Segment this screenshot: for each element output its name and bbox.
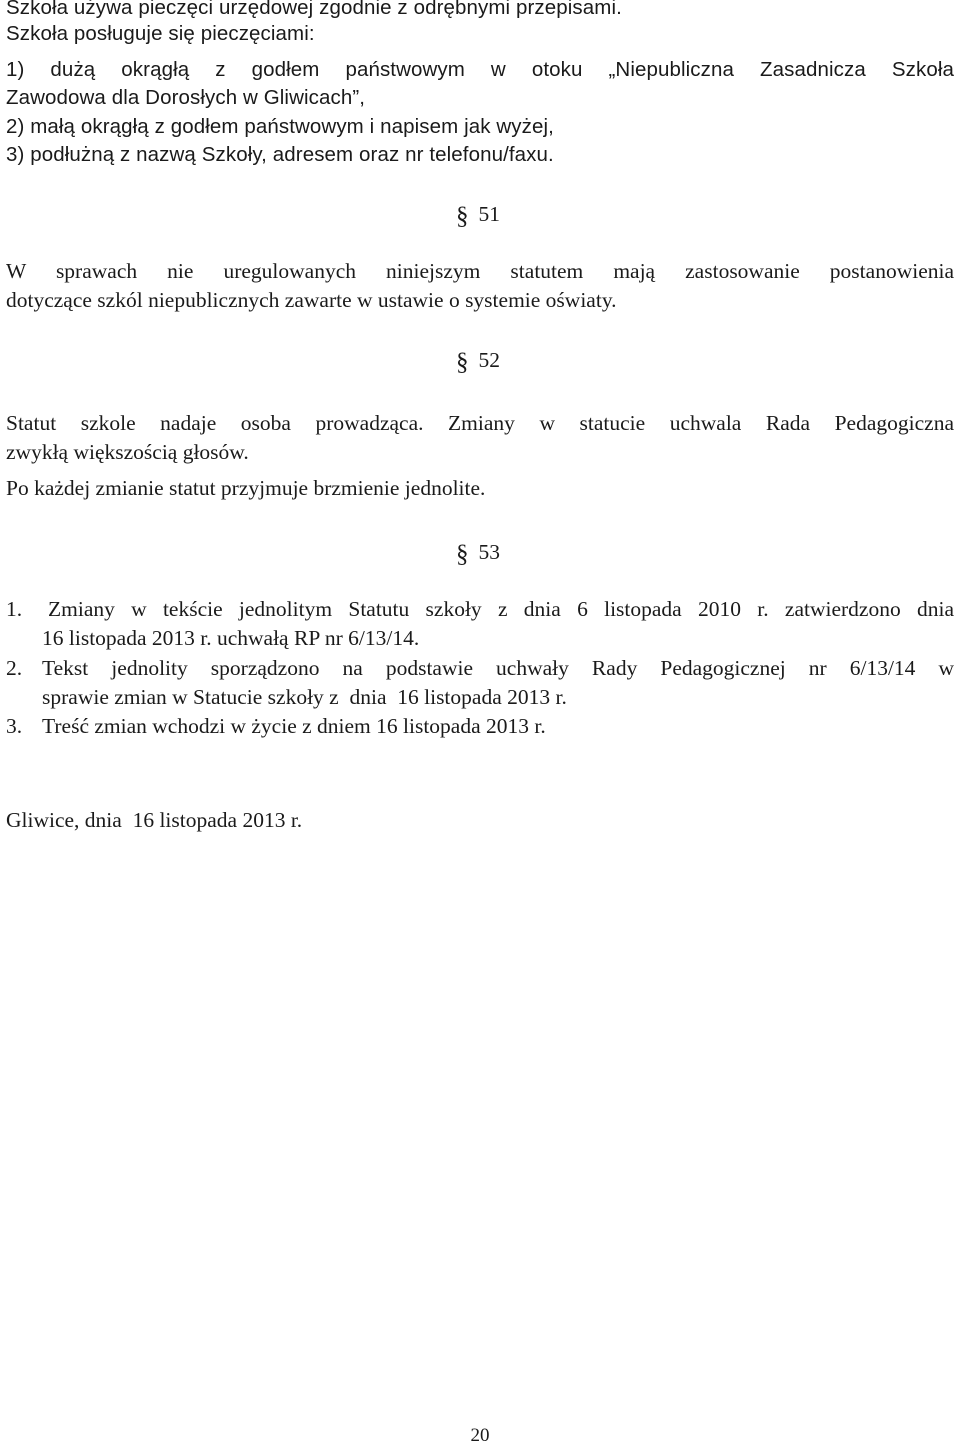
section-53-heading xyxy=(456,538,500,566)
seal-item-1-cont: Zawodowa dla Dorosłych w Gliwicach”, xyxy=(6,86,366,109)
section-number: 53 xyxy=(478,540,500,564)
section-number: 52 xyxy=(478,348,500,372)
seal-intro-line: Szkoła używa pieczęci urzędowej zgodnie z odrębnymi przepisami. xyxy=(6,0,622,19)
list-item-text: Treść zmian wchodzi w życie z dniem 16 listopada 2013 r. xyxy=(42,714,546,738)
section-number: 51 xyxy=(478,202,500,226)
section-52-text-1: Statut szkole nadaje osoba prowadząca. Zmiany w statucie uchwala Rada Pedagogiczna xyxy=(6,411,954,435)
list-item-text: Tekst jednolity sporządzono na podstawie uchwały Rady Pedagogicznej nr 6/13/14 w xyxy=(42,656,954,680)
section-51-text-2: dotyczące szkól niepublicznych zawarte w ustawie o systemie oświaty. xyxy=(6,288,617,312)
list-item-text-cont: sprawie zmian w Statucie szkoły z dnia 16 listopada 2013 r. xyxy=(42,685,567,709)
list-item-number: 1. xyxy=(6,597,23,621)
seal-list-intro: Szkoła posługuje się pieczęciami: xyxy=(6,22,315,45)
list-item-text: Zmiany w tekście jednolitym Statutu szkoły z dnia 6 listopada 2010 r. zatwierdzono dnia xyxy=(48,597,954,621)
page-number: 20 xyxy=(470,1425,490,1446)
list-item-text-cont: 16 listopada 2013 r. uchwałą RP nr 6/13/14. xyxy=(42,626,420,650)
seal-item-1: 1) dużą okrągłą z godłem państwowym w otoku „Niepubliczna Zasadnicza Szkoła xyxy=(6,58,954,81)
section-symbol: § xyxy=(456,349,469,376)
section-52-text-2: zwykłą większością głosów. xyxy=(6,440,249,464)
section-52-text-3: Po każdej zmianie statut przyjmuje brzmienie jednolite. xyxy=(6,476,486,500)
section-51-heading xyxy=(456,200,500,228)
place-date-line: Gliwice, dnia 16 listopada 2013 r. xyxy=(6,808,303,832)
list-item-number: 3. xyxy=(6,714,23,738)
section-52-heading xyxy=(456,346,500,374)
list-item-number: 2. xyxy=(6,656,23,680)
section-symbol: § xyxy=(456,203,469,230)
section-51-text-1: W sprawach nie uregulowanych niniejszym statutem mają zastosowanie postanowienia xyxy=(6,259,954,283)
seal-item-2: 2) małą okrągłą z godłem państwowym i napisem jak wyżej, xyxy=(6,115,554,138)
seal-item-3: 3) podłużną z nazwą Szkoły, adresem oraz nr telefonu/faxu. xyxy=(6,143,554,166)
section-symbol: § xyxy=(456,541,469,568)
